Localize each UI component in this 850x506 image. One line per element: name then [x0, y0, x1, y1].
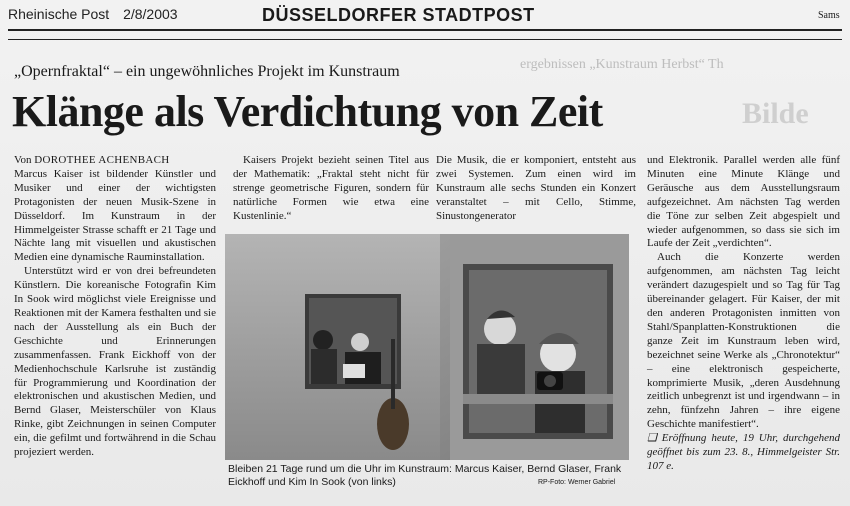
- author-name: DOROTHEE ACHENBACH: [34, 154, 170, 166]
- paper-name: Rheinische Post: [8, 6, 110, 22]
- article-column-3: [436, 154, 636, 224]
- article-column-2: [233, 154, 429, 224]
- header-rule-top: [8, 29, 842, 31]
- paragraph: Auch die Konzerte werden aufgenommen, am nächsten Tag leicht verändert dazugespielt und so Tag für Tag übereinander gelagert. Für Kaiser, der mit den anderen Protagonisten inmitten von Stahl/Spanplatten-Konstruktionen die ganze Zeit im Kunstraum leben wird, bezeichnet seine Werke als „Chronotektur“ – eine elektronisch gespeicherte, komprimierte Musik, „deren Ausdehnung zeitlich unbegrenzt ist und irgendwann – in zehn, fünfzehn Jahren – ihre eigene Geschichte manifestiert“.: [647, 251, 840, 431]
- article-kicker: „Opernfraktal“ – ein ungewöhnliches Projekt im Kunstraum: [14, 63, 400, 80]
- photo-credit: RP-Foto: Werner Gabriel: [538, 479, 616, 486]
- publication-date: 2/8/2003: [123, 6, 178, 22]
- paragraph: Unterstützt wird er von drei befreundeten Künstlern. Die koreanische Fotografin Kim In Sook wird möglichst viele Ereignisse und Reaktionen mit der Kamera festhalten und sie nach der Ausstellung als ein Buch der Geschichte und Erinnerungen zusammenfassen. Frank Eickhoff von der Medienhochschule Karlsruhe ist zuständig für Programmierung und Koordination der elektronischen und akustischen Medien, und Bernd Glaser, Meisterschüler von Klaus Rinke, gibt Zeichnungen in seinen Computer ein, die gefilmt und fortwährend in die Schau projeziert werden.: [14, 265, 216, 459]
- byline: [14, 154, 216, 168]
- opening-info: ❑ Eröffnung heute, 19 Uhr, durchgehend geöffnet bis zum 23. 8., Himmelgeister Str. 107 e.: [647, 432, 840, 472]
- article-column-4: [647, 154, 840, 474]
- photo-illustration: [225, 234, 629, 460]
- paragraph: und Elektronik. Parallel werden alle fünf Minuten eine Minute Klänge und Geräusche aus dem Ausstellungsraum aufgezeichnet. Am nächsten Tag werden die Töne zur selben Zeit abgespielt und wieder aufgenommen, so dass sie sich im Laufe der Zeit „verdichten“.: [647, 154, 840, 250]
- paragraph: Marcus Kaiser ist bildender Künstler und Musiker und einer der wichtigsten Protagonisten der neuen Musik-Szene in Düsseldorf. Im Kunstraum in der Himmelgeister Strasse schafft er 21 Tage und Nächte lang mit visuellen und akustischen Medien eine dynamische Rauminstallation.: [14, 167, 216, 264]
- byline-prefix: Von: [14, 154, 32, 166]
- paragraph: Die Musik, die er komponiert, entsteht aus zwei Systemen. Zum einen wird im Kunstraum alle sechs Stunden ein Konzert veranstaltet – mit Cello, Stimme, Sinustongenerator: [436, 154, 636, 222]
- bleed-through-text: ergebnissen „Kunstraum Herbst“ Th: [520, 57, 724, 72]
- section-title: DÜSSELDORFER STADTPOST: [262, 5, 535, 25]
- article-photo: [225, 234, 629, 460]
- photo-caption: Bleiben 21 Tage rund um die Uhr im Kunstraum: Marcus Kaiser, Bernd Glaser, Frank Eickhoff und Kim In Sook (von links): [228, 463, 622, 488]
- paragraph: Kaisers Projekt bezieht seinen Titel aus der Mathematik: „Fraktal steht nicht für strenge geometrische Figuren, sondern für natürliche Formen wie etwa eine Kustenlinie.“: [233, 154, 429, 222]
- masthead-left: [8, 6, 178, 22]
- masthead-edge-text: Sams: [818, 10, 840, 21]
- article-column-1: [14, 154, 216, 460]
- article-headline: Klänge als Verdichtung von Zeit: [12, 87, 603, 136]
- header-rule-bottom: [8, 39, 842, 40]
- bleed-through-headline: Bilde: [742, 97, 809, 130]
